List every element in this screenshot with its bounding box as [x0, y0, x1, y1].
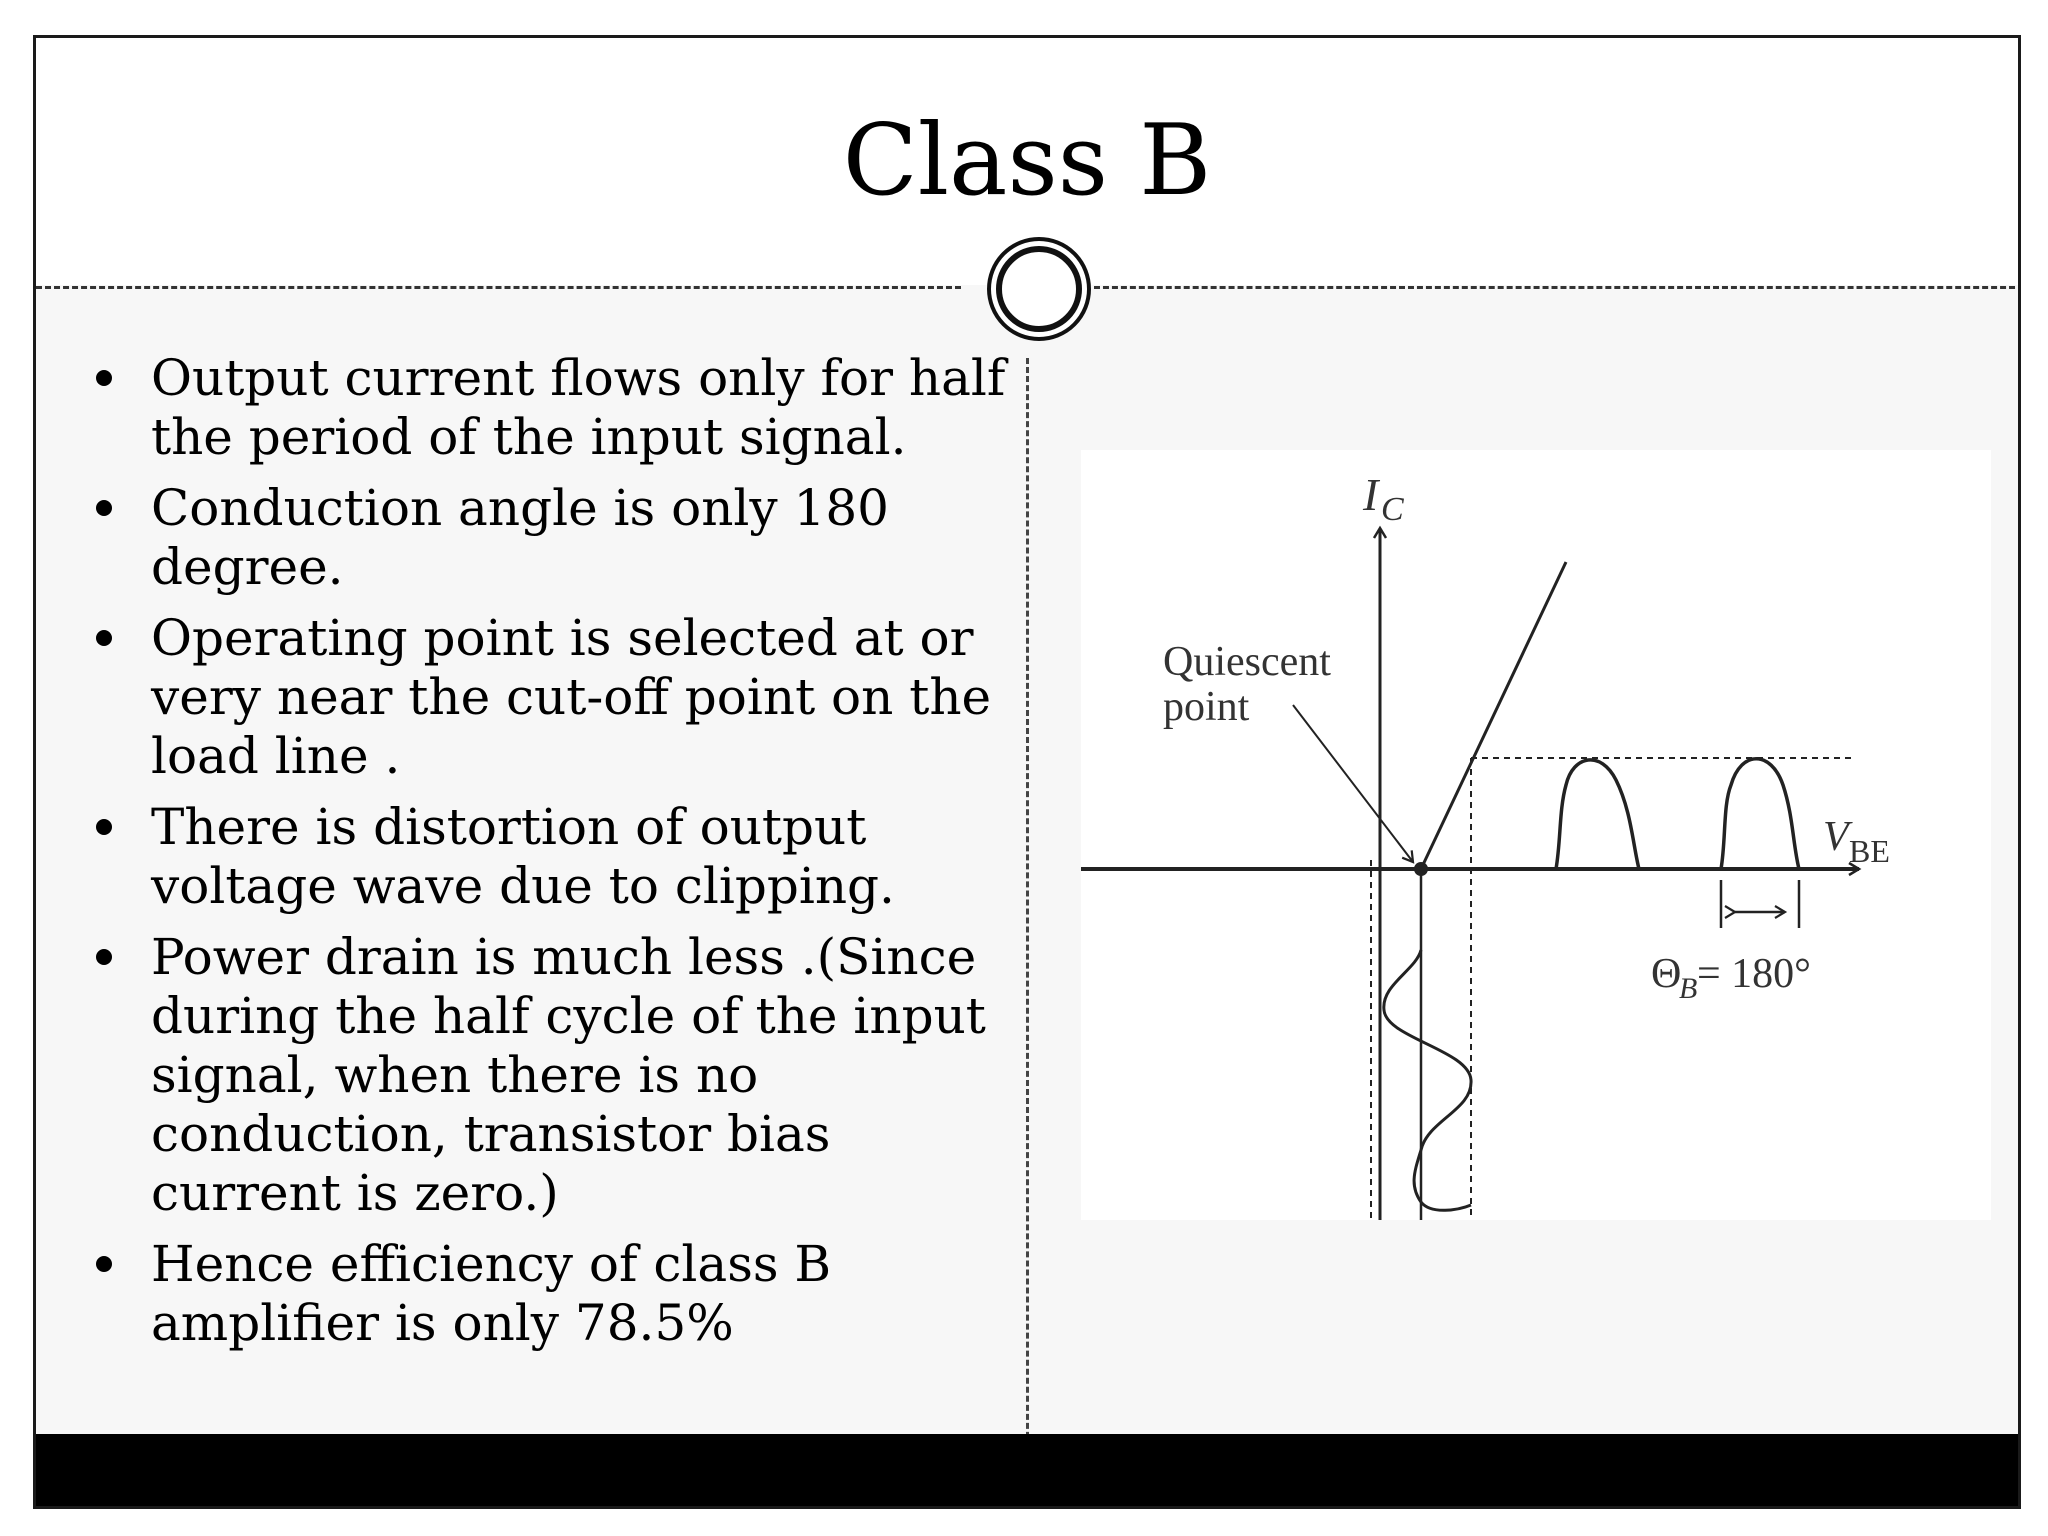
divider-ring-ornament — [983, 233, 1095, 345]
input-signal-wave — [1384, 950, 1471, 1210]
x-axis-subscript: BE — [1849, 833, 1890, 869]
quiescent-label-line2: point — [1163, 684, 1250, 730]
bullet-dot — [96, 630, 112, 646]
bullet-item: Hence efficiency of class B amplifier is only 78.5% — [151, 1235, 1011, 1353]
angle-label-subscript: B — [1679, 972, 1698, 1005]
bullet-item: Operating point is selected at or very near the cut-off point on the load line . — [151, 609, 1011, 786]
characteristic-line — [1421, 562, 1566, 869]
bullet-item: There is distortion of output voltage wave due to clipping. — [151, 798, 1011, 916]
class-b-characteristic-diagram — [1081, 450, 1991, 1220]
bullet-dot — [96, 949, 112, 965]
bullet-dot — [96, 500, 112, 516]
footer-bar — [36, 1434, 2018, 1506]
transfer-characteristic-svg — [1081, 450, 1991, 1220]
bullet-item: Power drain is much less .(Since during the half cycle of the input signal, when there is no conduction, transistor bias current is zero.) — [151, 928, 1011, 1223]
bullet-dot — [96, 819, 112, 835]
quiescent-label-line1: Quiescent — [1163, 639, 1331, 685]
y-axis-label: I — [1363, 469, 1379, 520]
bullet-list — [151, 349, 1011, 1365]
y-axis-subscript: C — [1381, 491, 1404, 528]
column-divider — [1026, 358, 1029, 1474]
angle-label-theta: Θ — [1651, 951, 1682, 997]
quiescent-pointer-arrow — [1293, 705, 1413, 862]
bullet-dot — [96, 370, 112, 386]
bullet-dot — [96, 1256, 112, 1272]
output-half-wave-pulses — [1556, 759, 1799, 869]
slide-title: Class B — [842, 104, 1212, 218]
angle-label-value: = 180° — [1697, 951, 1811, 997]
x-axis-label: V — [1823, 814, 1849, 860]
divider-left — [36, 286, 961, 289]
bullet-item: Conduction angle is only 180 degree. — [151, 479, 1011, 597]
divider-right — [1094, 286, 2021, 289]
slide — [33, 35, 2021, 1509]
bullet-item: Output current flows only for half the period of the input signal. — [151, 349, 1011, 467]
